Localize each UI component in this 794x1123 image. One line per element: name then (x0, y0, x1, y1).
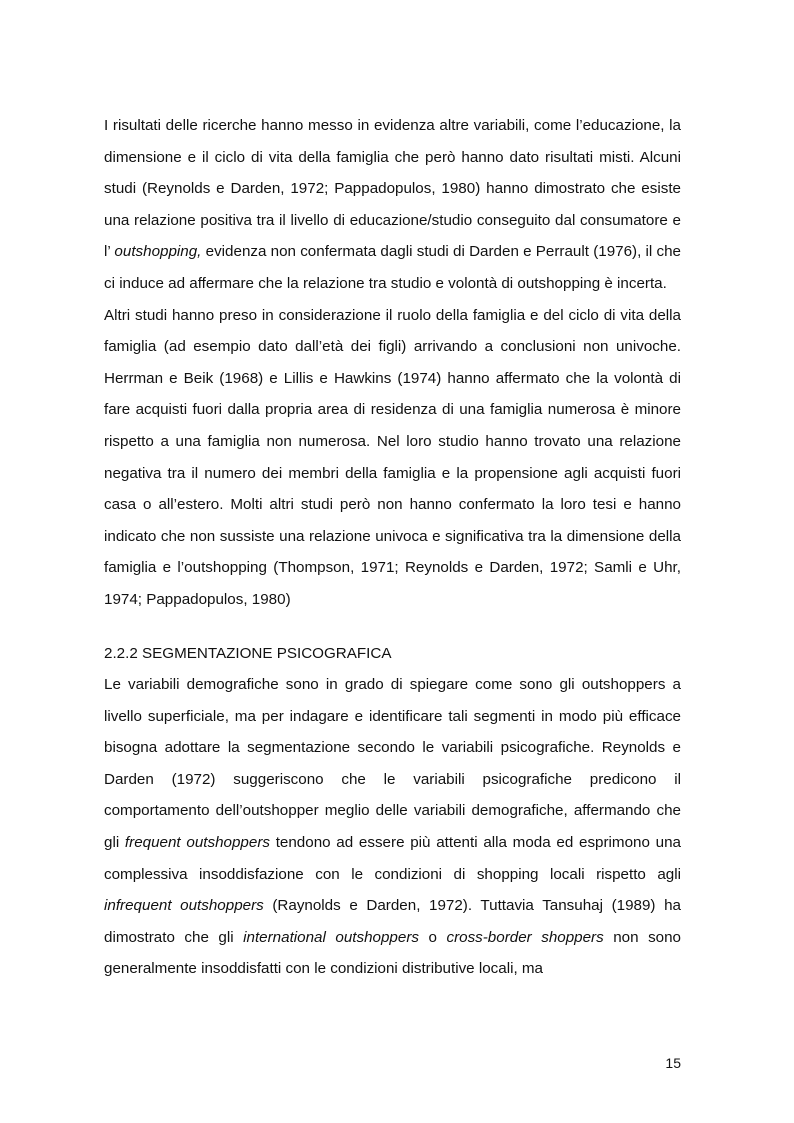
italic-term: cross-border shoppers (446, 928, 604, 946)
italic-term: international outshoppers (243, 928, 419, 946)
page-number: 15 (665, 1055, 681, 1071)
italic-term: outshopping, (114, 243, 202, 261)
section-heading: 2.2.2 SEGMENTAZIONE PSICOGRAFICA (104, 644, 392, 662)
paragraph-text: evidenza non confermata dagli studi di Darden e Perrault (1976), il che ci induce ad affermare che la relazione tra studio e volontà di outshopping è incerta. (104, 243, 682, 292)
page-body (104, 110, 681, 985)
paragraph-text: I risultati delle ricerche hanno messo in evidenza altre variabili, come l’educazione, la dimensione e il ciclo di vita della famiglia che però hanno dato risultati misti. Alcuni studi (Reynolds e Darden, 1972; Pappadopulos, 1980) hanno dimostrato che esiste una relazione positiva tra il livello di educazione/studio conseguito dal consumatore e l’ (104, 117, 681, 261)
italic-term: frequent outshoppers (124, 834, 270, 852)
paragraph-text: (Raynolds e Darden, 1972). Tuttavia Tansuhaj (1989) ha dimostrato che gli (104, 897, 681, 946)
paragraph-text: o (418, 928, 447, 946)
paragraph-text: tendono ad essere più attenti alla moda ed esprimono una complessiva insoddisfazione con le condizioni di shopping locali rispetto agli (104, 834, 681, 883)
italic-term: infrequent outshoppers (104, 897, 264, 915)
paragraph-text: Le variabili demografiche sono in grado di spiegare come sono gli outshoppers a livello superficiale, ma per indagare e identificare tali segmenti in modo più efficace bisogna adottare la segmentazione secondo le variabili psicografiche. Reynolds e Darden (1972) suggeriscono che le variabili psicografiche predicono il comportamento dell’outshopper meglio delle variabili demografiche, affermando che gli (104, 676, 681, 852)
paragraph-text: non sono generalmente insoddisfatti con le condizioni distributive locali, ma (104, 928, 681, 978)
paragraph-family-studies: Altri studi hanno preso in considerazione il ruolo della famiglia e del ciclo di vita della famiglia (ad esempio dato dall’età dei figli) arrivando a conclusioni non univoche. Herrman e Beik (1968) e Lillis e Hawkins (1974) hanno affermato che la volontà di fare acquisti fuori dalla propria area di residenza di una famiglia numerosa è minore rispetto a una famiglia non numerosa. Nel loro studio hanno trovato una relazione negativa tra il numero dei membri della famiglia e la propensione agli acquisti fuori casa o all’estero. Molti altri studi però non hanno confermato la loro tesi e hanno indicato che non sussiste una relazione univoca e significativa tra la dimensione della famiglia e l’outshopping (Thompson, 1971; Reynolds e Darden, 1972; Samli e Uhr, 1974; Pappadopulos, 1980) (104, 306, 681, 608)
paragraph-education-results (104, 110, 681, 300)
paragraph-psychographic (104, 669, 681, 985)
